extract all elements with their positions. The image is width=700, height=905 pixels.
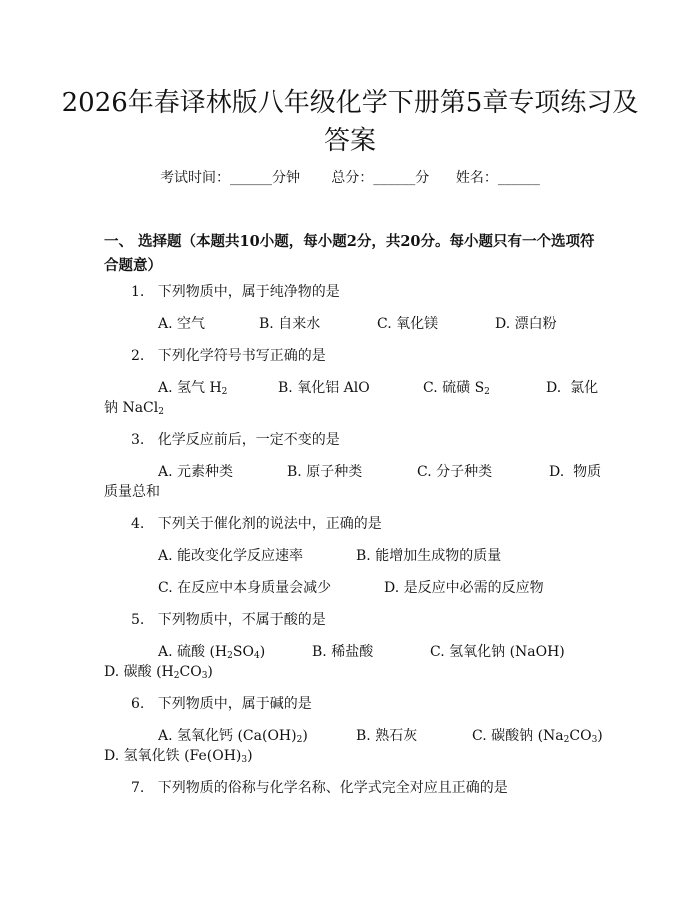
question-1-option-c: C. 氧化镁 bbox=[377, 316, 439, 332]
question-6-stem: 6. 下列物质中，属于碱的是 bbox=[131, 696, 312, 712]
question-3-option-b: B. 原子种类 bbox=[287, 464, 363, 480]
document-title: 2026年春译林版八年级化学下册第5章专项练习及答案 bbox=[61, 88, 639, 156]
question-4-option-c: C. 在反应中本身质量会减少 bbox=[158, 580, 332, 596]
question-5-option-a: A. 硫酸 $(H_2SO_4)$ bbox=[158, 644, 266, 661]
question-2-option-b: B. 氧化铝 AlO bbox=[278, 380, 370, 396]
question-4-option-b: B. 能增加生成物的质量 bbox=[356, 548, 502, 564]
question-6-option-a: A. 氢氧化钙 $(Ca(OH)_2)$ bbox=[158, 728, 308, 745]
question-3-option-c: C. 分子种类 bbox=[417, 464, 493, 480]
question-1-option-a: A. 空气 bbox=[158, 316, 206, 332]
question-3-stem: 3. 化学反应前后，一定不变的是 bbox=[131, 432, 340, 448]
exam-name-label: 姓名：______ bbox=[455, 170, 540, 186]
question-6-option-b: B. 熟石灰 bbox=[356, 728, 418, 744]
question-5-option-b: B. 稀盐酸 bbox=[312, 644, 374, 660]
question-1-option-d: D. 漂白粉 bbox=[495, 316, 557, 332]
question-2-stem: 2. 下列化学符号书写正确的是 bbox=[131, 348, 326, 364]
question-3-option-a: A. 元素种类 bbox=[158, 464, 234, 480]
question-2-option-d: D. 氯化 bbox=[546, 380, 599, 396]
question-2-option-d-continued: 钠 NaCl$_2$ bbox=[104, 400, 164, 417]
question-3-option-d-continued: 质量总和 bbox=[104, 484, 160, 500]
exam-time-label: 考试时间：______分钟 bbox=[160, 170, 301, 186]
section-heading: 一、 选择题（本题共10小题，每小题2分，共20分。每小题只有一个选项符合题意） bbox=[104, 233, 595, 274]
question-4-stem: 4. 下列关于催化剂的说法中，正确的是 bbox=[131, 516, 382, 532]
question-4-option-d: D. 是反应中必需的反应物 bbox=[384, 580, 544, 596]
question-2-option-a: A. 氢气 $H_2$ bbox=[158, 380, 228, 397]
question-5-option-c: C. 氢氧化钠 (NaOH) bbox=[430, 644, 565, 660]
question-7-stem: 7. 下列物质的俗称与化学名称、化学式完全对应且正确的是 bbox=[131, 780, 508, 796]
question-6-option-d: D. 氢氧化铁 $(Fe(OH)_3)$ bbox=[104, 748, 253, 765]
exam-score-label: 总分：______分 bbox=[331, 170, 430, 186]
question-1-option-b: B. 自来水 bbox=[259, 316, 321, 332]
exam-info bbox=[0, 168, 700, 188]
question-5-stem: 5. 下列物质中，不属于酸的是 bbox=[131, 612, 326, 628]
question-4-option-a: A. 能改变化学反应速率 bbox=[158, 548, 304, 564]
question-5-option-d: D. 碳酸 $(H_2CO_3)$ bbox=[104, 664, 213, 681]
question-6-option-c: C. 碳酸钠 $(Na_2CO_3)$ bbox=[472, 728, 603, 745]
question-1-stem: 1. 下列物质中，属于纯净物的是 bbox=[131, 284, 340, 300]
question-2-option-c: C. 硫磺 $S_2$ bbox=[423, 380, 490, 397]
question-3-option-d: D. 物质 bbox=[549, 464, 602, 480]
